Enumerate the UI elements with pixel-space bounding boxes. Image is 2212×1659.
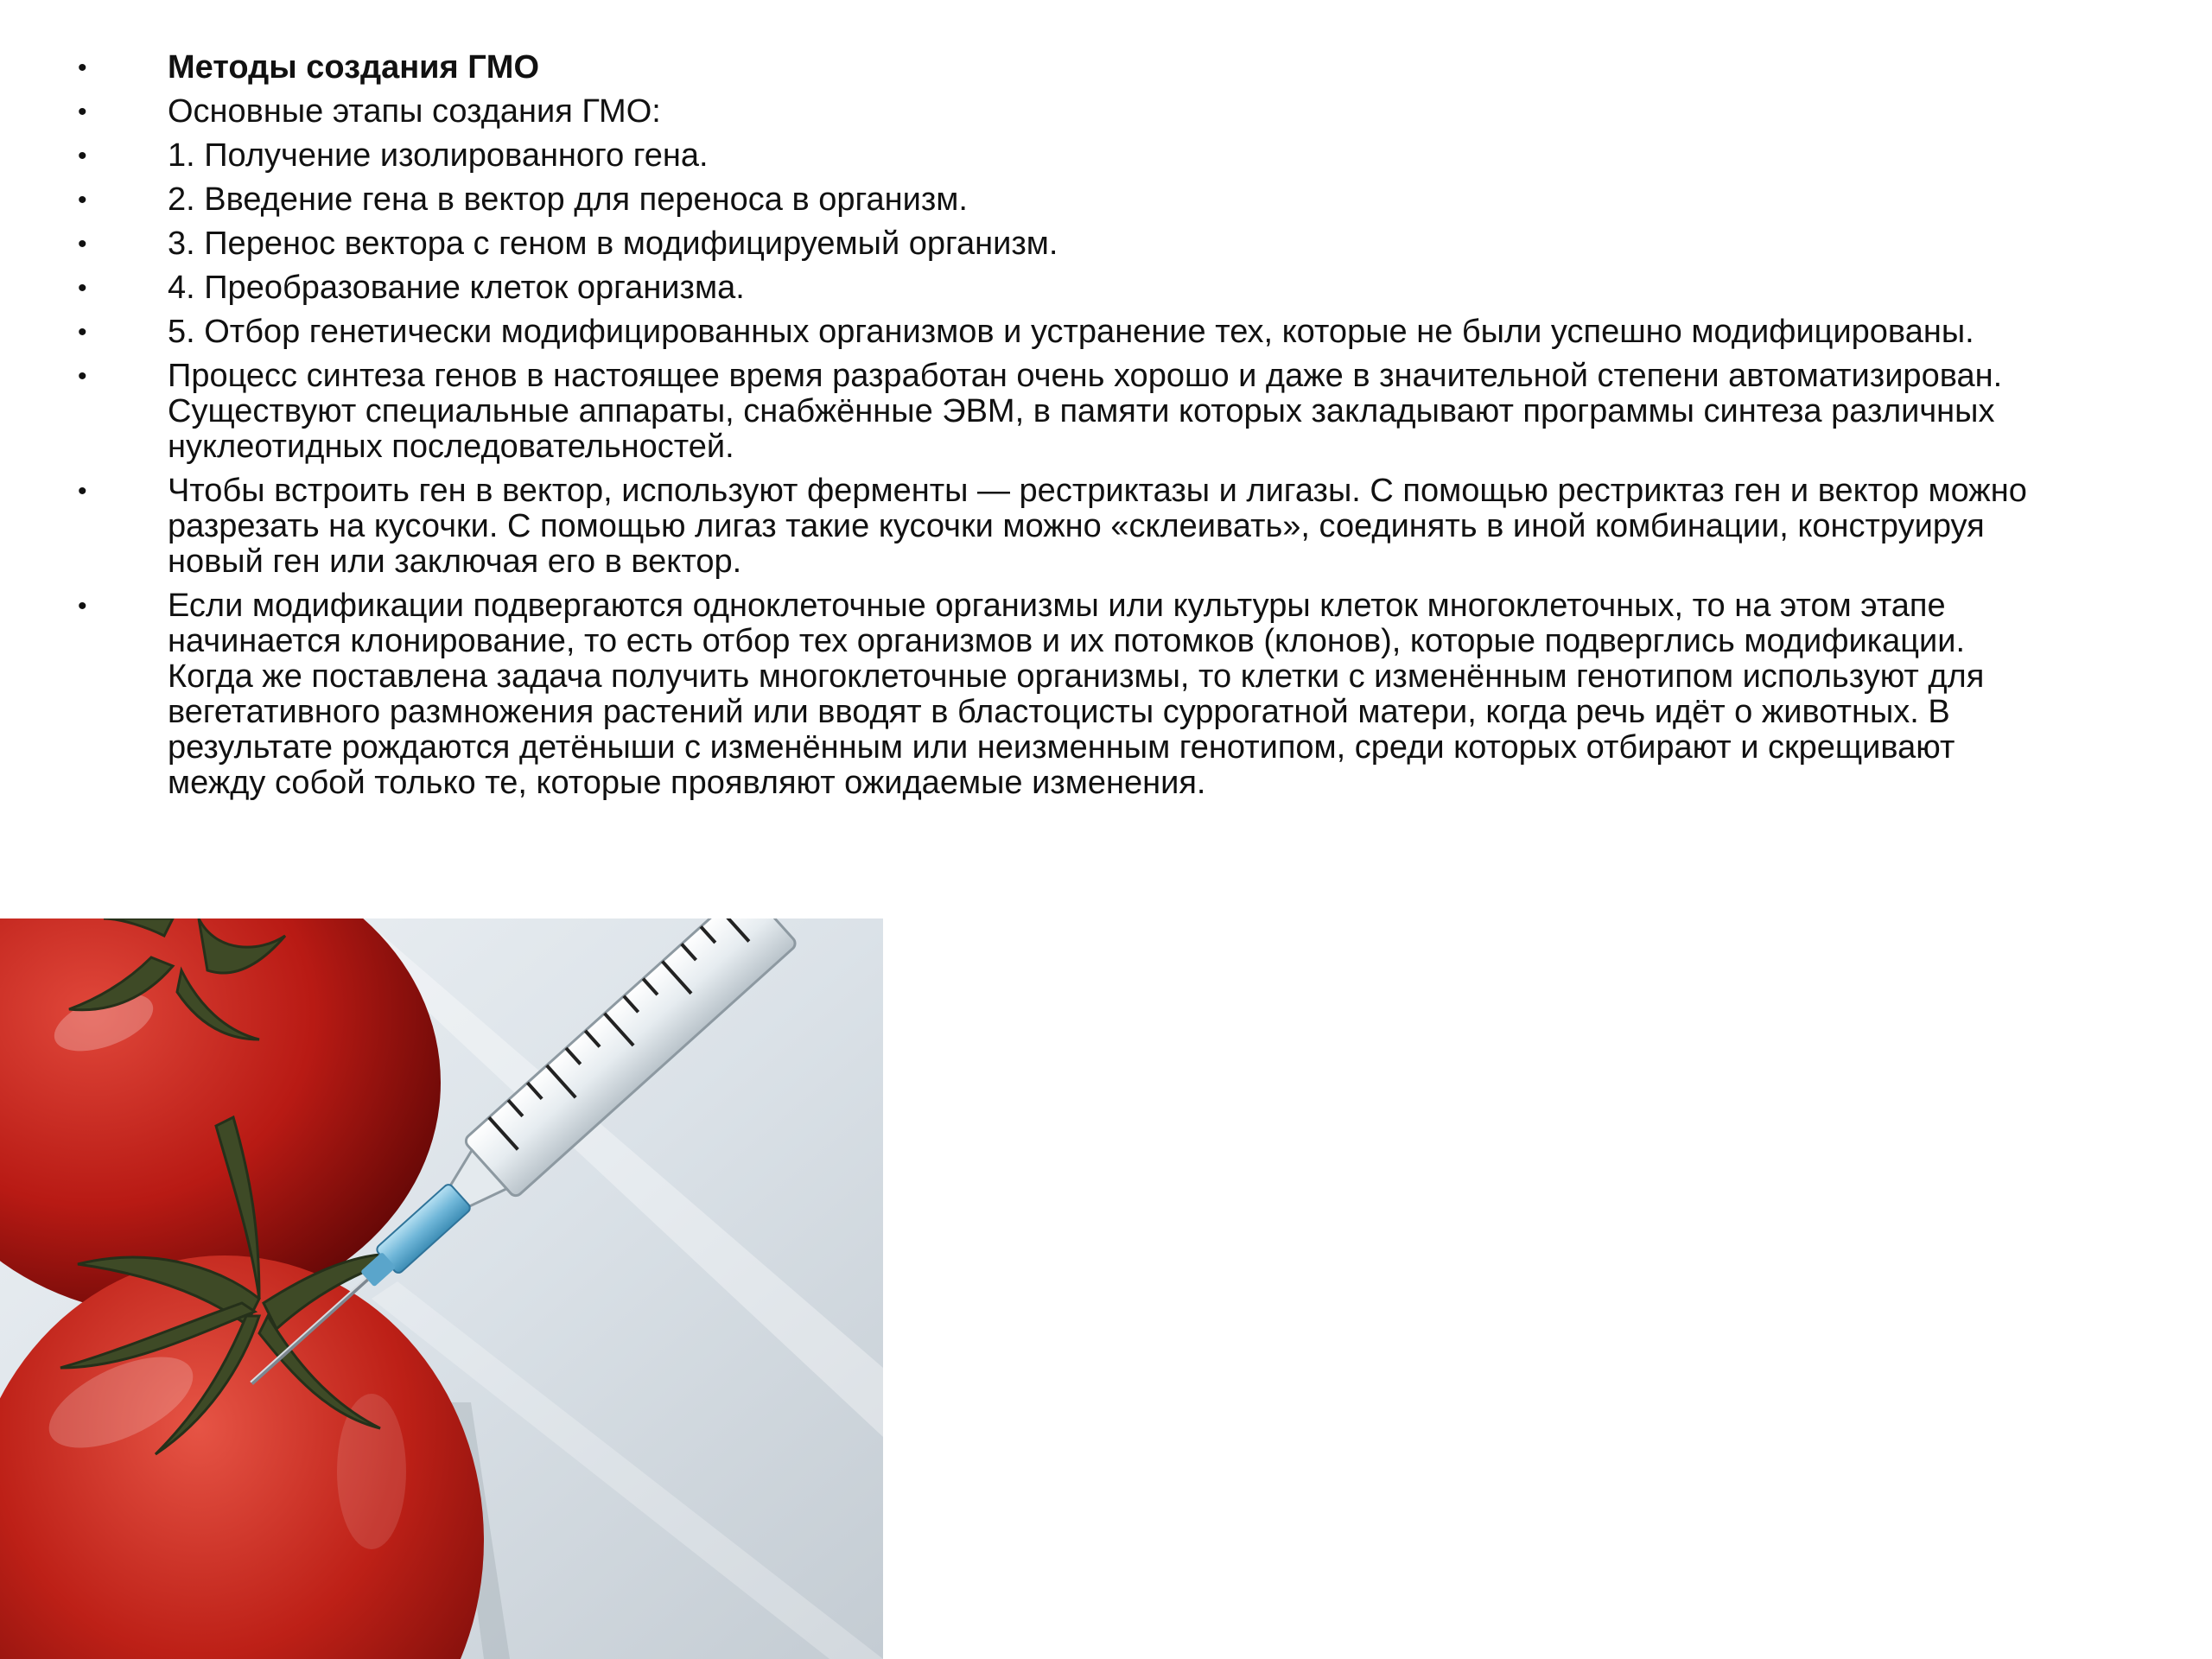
tomato-syringe-photo [0,918,883,1659]
bullet-icon: • [78,318,87,346]
list-item [78,588,2056,801]
list-item-text: 1. Получение изолированного гена. [168,137,709,174]
list-item [78,270,2056,306]
list-item [78,315,2056,350]
list-item-text: 4. Преобразование клеток организма. [168,270,745,306]
bullet-icon: • [78,98,87,126]
list-item [78,138,2056,174]
list-item-text: Если модификации подвергаются одноклеточные организмы или культуры клеток многоклеточных, то на этом этапе начинается клонирование, то есть отбор тех организмов и их потомков (клонов), которые подверглись модификации. Когда же поставлена задача получить многоклеточные организмы, то клетки с изменённым генотипом используют для вегетативного размножения растений или вводят в бластоцисты суррогатной матери, когда речь идёт о животных. В результате рождаются детёныши с изменённым или неизменным генотипом, среди которых отбирают и скрещивают между собой только те, которые проявляют ожидаемые изменения. [168,588,1985,801]
bullet-icon: • [78,362,87,391]
list-item [78,94,2056,130]
list-item [78,226,2056,262]
photo-illustration [0,918,883,1659]
bullet-icon: • [78,54,87,82]
list-item-text: Чтобы встроить ген в вектор, используют ферменты — рестриктазы и лигазы. С помощью рестриктаз ген и вектор можно разрезать на кусочки. С помощью лигаз такие кусочки можно «склеивать», соединять в иной комбинации, конструируя новый ген или заключая его в вектор. [168,473,2027,580]
bullet-icon: • [78,142,87,170]
list-item-text: 3. Перенос вектора с геном в модифицируемый организм. [168,226,1058,262]
list-item [78,182,2056,218]
list-item-text: Основные этапы создания ГМО: [168,93,661,130]
bullet-icon: • [78,477,87,505]
list-item-text: 2. Введение гена в вектор для переноса в организм. [168,181,968,218]
bullet-icon: • [78,186,87,214]
bullet-icon: • [78,274,87,302]
list-item-text: Процесс синтеза генов в настоящее время разработан очень хорошо и даже в значительной степени автоматизирован. Существуют специальные аппараты, снабжённые ЭВМ, в памяти которых закладывают программы синтеза различных нуклеотидных последовательностей. [168,358,2003,465]
list-item [78,50,2056,86]
list-item-text: 5. Отбор генетически модифицированных организмов и устранение тех, которые не были успешно модифицированы. [168,314,1974,350]
slide-title: Методы создания ГМО [168,49,540,86]
list-item [78,474,2056,580]
bullet-icon: • [78,592,87,620]
bullet-list [78,50,2056,810]
list-item [78,359,2056,465]
bullet-icon: • [78,230,87,258]
